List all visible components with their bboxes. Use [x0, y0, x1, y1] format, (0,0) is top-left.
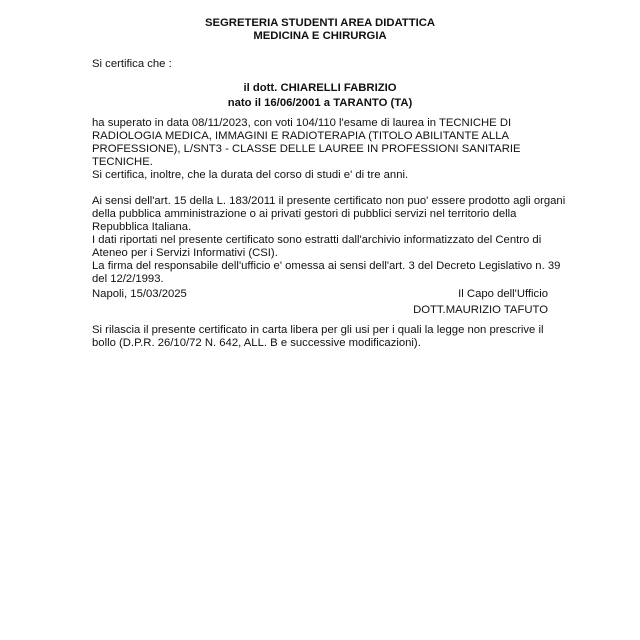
paragraph-line: PROFESSIONE), L/SNT3 - CLASSE DELLE LAUREE IN PROFESSIONI SANITARIE: [92, 143, 521, 155]
graduate-birth: nato il 16/06/2001 a TARANTO (TA): [227, 97, 413, 109]
document-header: [0, 17, 640, 43]
degree-paragraph: [92, 117, 552, 182]
signatory-name: DOTT.MAURIZIO TAFUTO: [413, 304, 548, 316]
paragraph-line: Repubblica Italiana.: [92, 221, 192, 233]
paragraph-line: Si rilascia il presente certificato in carta libera per gli usi per i quali la legge non prescrive il: [92, 324, 544, 336]
paragraph-line: della pubblica amministrazione o ai privati gestori di pubblici servizi nel territorio della: [92, 208, 517, 220]
paragraph-line: La firma del responsabile dell'ufficio e' omessa ai sensi dell'art. 3 del Decreto Legislativo n. 39: [92, 260, 561, 272]
legal-paragraph: [92, 195, 566, 286]
intro-text: Si certifica che :: [92, 58, 172, 70]
header-area: MEDICINA E CHIRURGIA: [253, 30, 387, 42]
signatory-role: Il Capo dell'Ufficio: [458, 288, 548, 300]
paragraph-line: Si certifica, inoltre, che la durata del corso di studi e' di tre anni.: [92, 169, 409, 181]
paragraph-line: Ateneo per i Servizi Informativi (CSI).: [92, 247, 278, 259]
paragraph-line: del 12/2/1993.: [92, 273, 164, 285]
paragraph-line: ha superato in data 08/11/2023, con voti 104/110 l'esame di laurea in TECNICHE DI: [92, 117, 512, 129]
paragraph-line: Ai sensi dell'art. 15 della L. 183/2011 il presente certificato non puo' essere prodotto agli organi: [92, 195, 566, 207]
paragraph-line: bollo (D.P.R. 26/10/72 N. 642, ALL. B e successive modificazioni).: [92, 337, 421, 349]
stamp-duty-paragraph: [92, 324, 552, 350]
graduate-block: [0, 81, 640, 111]
paragraph-line: TECNICHE.: [92, 156, 153, 168]
header-office: SEGRETERIA STUDENTI AREA DIDATTICA: [204, 17, 436, 29]
graduate-name: il dott. CHIARELLI FABRIZIO: [243, 82, 397, 94]
paragraph-line: I dati riportati nel presente certificato sono estratti dall'archivio informatizzato del Centro di: [92, 234, 542, 246]
place-date: Napoli, 15/03/2025: [92, 288, 187, 300]
paragraph-line: RADIOLOGIA MEDICA, IMMAGINI E RADIOTERAPIA (TITOLO ABILITANTE ALLA: [92, 130, 510, 142]
